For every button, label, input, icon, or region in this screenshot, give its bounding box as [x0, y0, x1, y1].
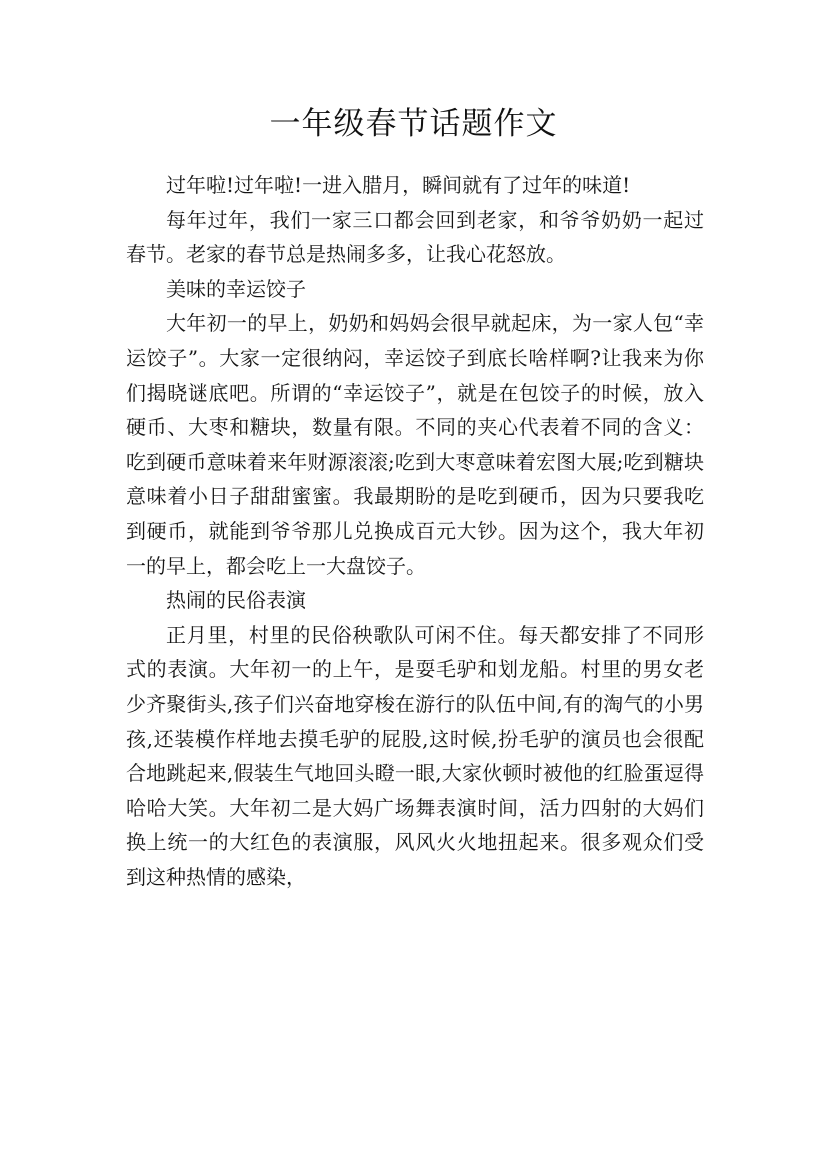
- paragraph-intro: 过年啦!过年啦!一进入腊月，瞬间就有了过年的味道!: [166, 173, 631, 197]
- section-heading-folk-performance: 热闹的民俗表演: [166, 588, 306, 613]
- document-title: 一年级春节话题作文: [269, 106, 558, 142]
- paragraph-hometown: 每年过年，我们一家三口都会回到老家，和爷爷奶奶一起过春节。老家的春节总是热闹多多，让我心花怒放。: [126, 207, 704, 267]
- paragraph-folk-performance: 正月里，村里的民俗秧歌队可闲不住。每天都安排了不同形式的表演。大年初一的上午，是耍毛驴和划龙船。村里的男女老少齐聚街头,孩子们兴奋地穿梭在游行的队伍中间,有的淘气的小男孩,还装模作样地去摸毛驴的屁股,这时候,扮毛驴的演员也会很配合地跳起来,假装生气地回头瞪一眼,大家伙顿时被他的红脸蛋逗得哈哈大笑。大年初二是大妈广场舞表演时间，活力四射的大妈们换上统一的大红色的表演服，风风火火地扭起来。很多观众们受到这种热情的感染，: [126, 622, 704, 889]
- document-body: [126, 168, 704, 894]
- paragraph-dumplings: 大年初一的早上，奶奶和妈妈会很早就起床，为一家人包“幸运饺子”。大家一定很纳闷，幸运饺子到底长啥样啊?让我来为你们揭晓谜底吧。所谓的“幸运饺子”，就是在包饺子的时候，放入硬币、大枣和糖块，数量有限。不同的夹心代表着不同的含义：吃到硬币意味着来年财源滚滚;吃到大枣意味着宏图大展;吃到糖块意味着小日子甜甜蜜蜜。我最期盼的是吃到硬币，因为只要我吃到硬币，就能到爷爷那儿兑换成百元大钞。因为这个，我大年初一的早上，都会吃上一大盘饺子。: [126, 311, 704, 578]
- section-heading-dumplings: 美味的幸运饺子: [166, 276, 306, 301]
